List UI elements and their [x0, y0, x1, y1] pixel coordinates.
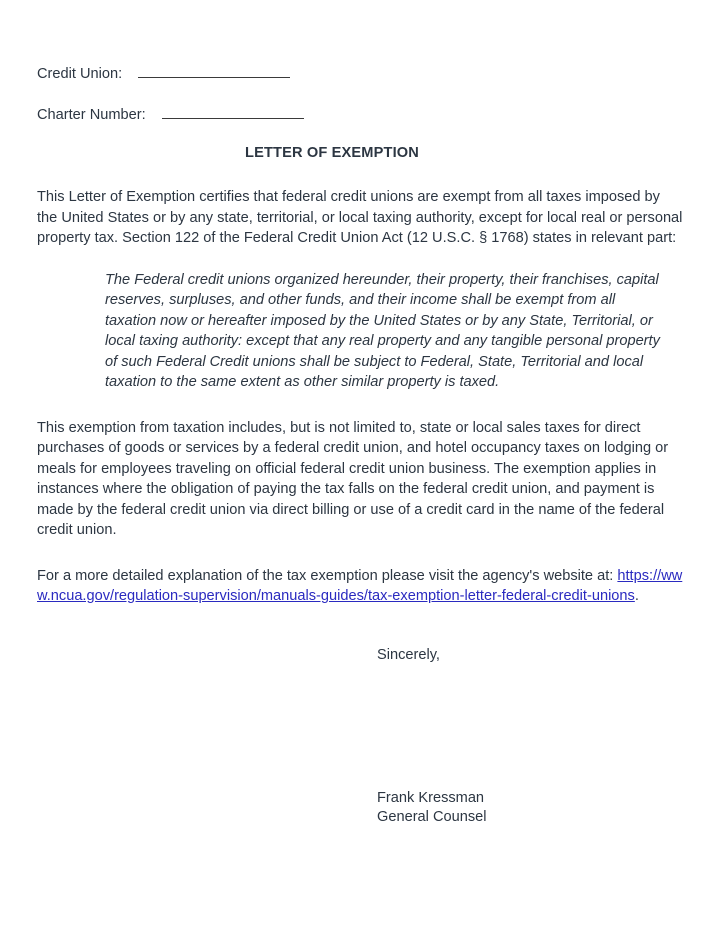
statute-quote-block: The Federal credit unions organized hereunder, their property, their franchises, capital reserves, surpluses, and other funds, and their income shall be exempt from all taxation now or hereafter imposed by the United States or by any State, Territorial, or local taxing authority: except that any real property and any tangible personal property of such Federal Credit unions shall be subject to Federal, State, Territorial and local taxation to the same extent as other similar property is taxed.	[105, 271, 660, 390]
paragraph-website-reference	[37, 566, 683, 607]
document-title: LETTER OF EXEMPTION	[245, 145, 419, 161]
credit-union-label: Credit Union:	[37, 66, 123, 82]
signer-name: Frank Kressman	[377, 789, 485, 806]
paragraph-exemption-scope: This exemption from taxation includes, but is not limited to, state or local sales taxes for direct purchases of goods or services by a federal credit union, and hotel occupancy taxes on lodging or meals for employees traveling on official federal credit union business. The exemption applies in instances where the obligation of paying the tax falls on the federal credit union, and payment is made by the federal credit union via direct billing or use of a credit card in the name of the federal credit union.	[37, 419, 669, 538]
charter-number-field-row	[37, 105, 683, 125]
document-body	[37, 64, 683, 828]
charter-number-input-line[interactable]	[162, 105, 304, 119]
paragraph-intro: This Letter of Exemption certifies that federal credit unions are exempt from all taxes imposed by the United States or by any state, territorial, or local taxing authority, except for local real or personal property tax. Section 122 of the Federal Credit Union Act (12 U.S.C. § 1768) states in relevant part:	[37, 189, 683, 246]
website-trailing-period: .	[634, 588, 639, 604]
closing-salutation: Sincerely,	[377, 646, 440, 663]
credit-union-field-row	[37, 64, 683, 84]
tax-exemption-letter-link[interactable]: https://www.ncua.gov/regulation-supervision/manuals-guides/tax-exemption-letter-federal-credit-unions	[37, 567, 683, 604]
website-lead-text: For a more detailed explanation of the tax exemption please visit the agency's website at:	[37, 567, 618, 584]
credit-union-input-line[interactable]	[138, 64, 290, 78]
charter-number-label: Charter Number:	[37, 106, 146, 123]
signer-title: General Counsel	[377, 809, 487, 825]
